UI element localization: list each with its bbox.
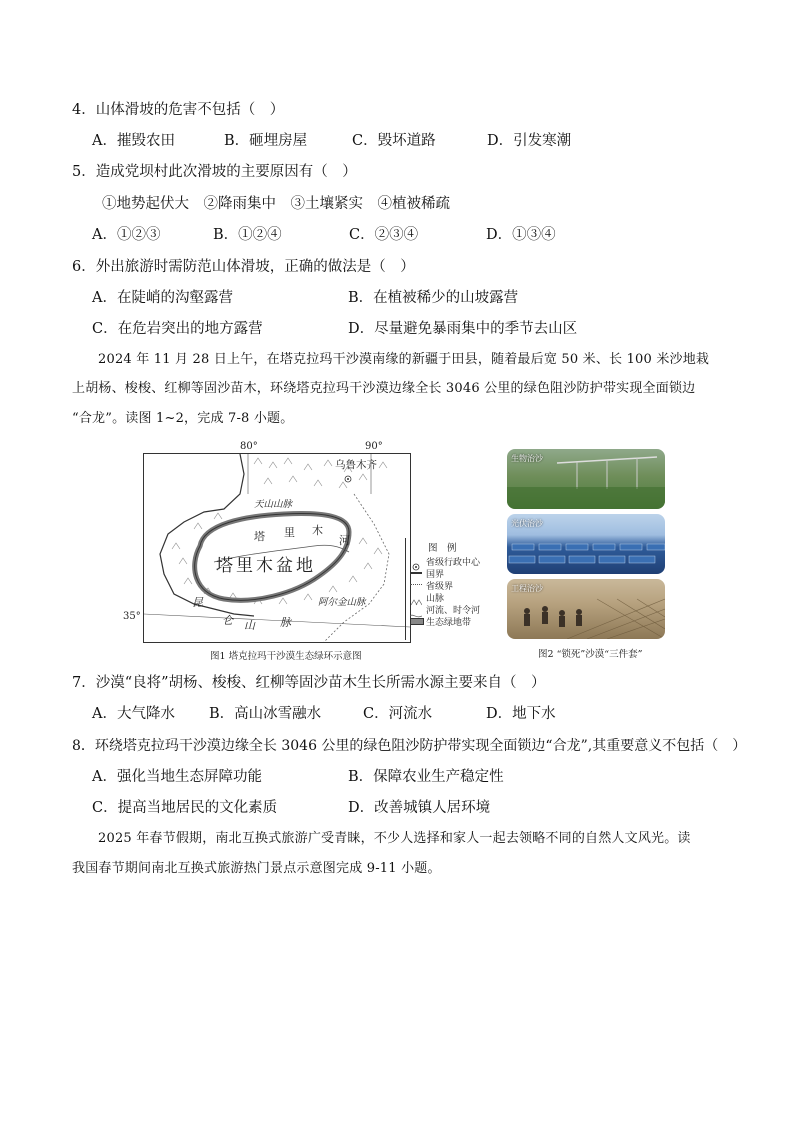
map-caption: 图1 塔克拉玛干沙漠生态绿环示意图: [210, 651, 362, 662]
legend-mountain: 山脉: [426, 594, 445, 604]
basin-label: 塔里木盆地: [216, 556, 316, 576]
passage2-line2: 我国春节期间南北互换式旅游热门景点示意图完成 9-11 小题。: [72, 861, 441, 876]
passage1-line3: “合龙”。读图 1~2，完成 7-8 小题。: [72, 411, 294, 426]
q8-stem: 8．环绕塔克拉玛干沙漠边缘全长 3046 公里的绿色阻沙防护带实现全面锁边“合龙”,其重要意义不包括（ ）: [72, 738, 747, 754]
q8-option-a: A．强化当地生态屏障功能: [92, 769, 262, 785]
kunlun-char-4: 脉: [280, 616, 291, 629]
lat-35-label: 35°: [123, 611, 141, 622]
altun-label: 阿尔金山脉: [318, 597, 366, 608]
photo-solar-sand-control: [507, 514, 665, 574]
capital-legend-icon: [410, 556, 422, 564]
passage2-line1: 2025 年春节假期，南北互换式旅游广受青睐，不少人选择和家人一起去领略不同的自然人文风光。读: [98, 831, 691, 846]
legend-box: [405, 538, 494, 640]
q5-stem: 5．造成党坝村此次滑坡的主要原因有（ ）: [72, 164, 357, 180]
passage1-line1: 2024 年 11 月 28 日上午，在塔克拉玛干沙漠南缘的新疆于田县，随着最后宽 50 米、长 100 米沙地栽: [98, 352, 710, 367]
q5-option-b: B．①②④: [213, 227, 282, 243]
lon-90-label: 90°: [365, 441, 383, 452]
q4-option-d: D．引发寒潮: [487, 133, 572, 149]
legend-river: 河流、时令河: [426, 606, 481, 616]
province-legend-icon: [410, 584, 422, 585]
q8-option-b: B．保障农业生产稳定性: [348, 769, 504, 785]
photo-engineering-sand-control: [507, 579, 665, 639]
q7-option-b: B．高山冰雪融水: [209, 706, 322, 722]
mountain-legend-icon: [410, 591, 422, 599]
lon-80-label: 80°: [240, 441, 258, 452]
map-frame: [143, 453, 411, 643]
legend-title: 图 例: [428, 543, 457, 554]
urumqi-label: 乌鲁木齐: [335, 459, 377, 471]
river-legend-icon: [410, 604, 422, 610]
kunlun-char-2: 仑: [222, 614, 233, 627]
q8-option-d: D．改善城镇人居环境: [348, 800, 491, 816]
tianshan-label: 天山山脉: [254, 499, 293, 510]
river-char-4: 河: [339, 534, 350, 547]
border-legend-icon: [410, 572, 422, 574]
photo-label-engineering: 工程治沙: [511, 584, 543, 593]
greenbelt-legend-icon: [410, 618, 424, 625]
q4-option-c: C．毁坏道路: [352, 133, 436, 149]
kunlun-char-1: 昆: [192, 596, 203, 609]
q6-option-d: D．尽量避免暴雨集中的季节去山区: [348, 321, 578, 337]
legend-greenbelt: 生态绿地带: [426, 618, 472, 628]
q4-stem: 4．山体滑坡的危害不包括（ ）: [72, 102, 285, 118]
passage1-line2: 上胡杨、梭梭、红柳等固沙苗木，环绕塔克拉玛干沙漠边缘全长 3046 公里的绿色阻沙防护带实现全面锁边: [72, 381, 696, 396]
photo-label-bio: 生物治沙: [511, 454, 543, 463]
legend-border: 国界: [426, 570, 445, 580]
photo-label-solar: 光伏治沙: [511, 519, 543, 528]
q6-stem: 6．外出旅游时需防范山体滑坡，正确的做法是（ ）: [72, 259, 415, 275]
q4-option-a: A．摧毁农田: [92, 133, 175, 149]
q5-factors: ①地势起伏大 ②降雨集中 ③土壤紧实 ④植被稀疏: [102, 196, 450, 212]
q6-option-a: A．在陡峭的沟壑露营: [92, 290, 233, 306]
q6-option-b: B．在植被稀少的山坡露营: [348, 290, 519, 306]
map-drawing: [144, 454, 410, 642]
q7-option-d: D．地下水: [486, 706, 556, 722]
legend-capital: 省级行政中心: [426, 558, 481, 568]
photos-caption: 图2 “锁死”沙漠“三件套”: [538, 649, 643, 660]
q7-option-c: C．河流水: [363, 706, 433, 722]
q8-option-c: C．提高当地居民的文化素质: [92, 800, 278, 816]
q5-option-d: D．①③④: [486, 227, 556, 243]
q4-option-b: B．砸埋房屋: [224, 133, 308, 149]
q5-option-c: C．②③④: [349, 227, 419, 243]
river-char-2: 里: [284, 526, 295, 539]
kunlun-char-3: 山: [244, 619, 255, 632]
q7-stem: 7．沙漠“良将”胡杨、梭梭、红柳等固沙苗木生长所需水源主要来自（ ）: [72, 675, 546, 691]
river-char-1: 塔: [254, 530, 265, 543]
photo-bio-sand-control: [507, 449, 665, 509]
q7-option-a: A．大气降水: [92, 706, 175, 722]
q6-option-c: C．在危岩突出的地方露营: [92, 321, 263, 337]
legend-province: 省级界: [426, 582, 454, 592]
river-char-3: 木: [312, 524, 323, 537]
q5-option-a: A．①②③: [92, 227, 161, 243]
